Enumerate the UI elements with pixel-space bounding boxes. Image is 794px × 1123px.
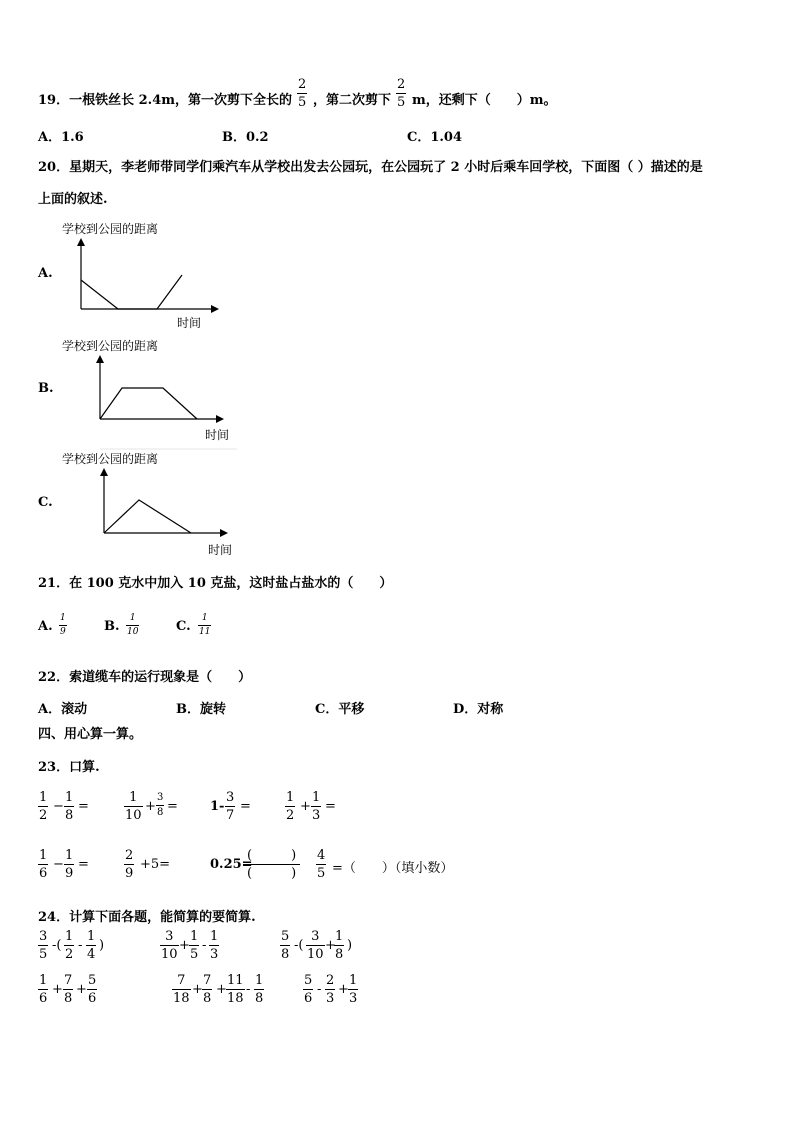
q21-stem: 21．在 100 克水中加入 10 克盐，这时盐占盐水的（ ） <box>38 576 393 591</box>
q23-r1e4-a: $\frac{1}{2}$ <box>286 790 295 823</box>
q23-r2e4-a: $\frac{4}{5}$ <box>317 848 326 881</box>
q21-c-numerator: 1 <box>198 614 211 626</box>
q22-option-c[interactable]: C．平移 <box>315 702 365 717</box>
q23-r2e2-tail: +5= <box>140 857 171 872</box>
q23-r1e3-b: $\frac{3}{7}$ <box>226 790 235 823</box>
q19-option-c[interactable]: C．1.04 <box>407 130 463 145</box>
q19-mid: ，第二次剪下 <box>313 93 392 108</box>
q19-frac2-numerator: 2 <box>397 77 406 92</box>
q23-r1e3-pre: 1- <box>210 799 225 814</box>
q23-r1e1-op: − <box>53 799 64 814</box>
graph-c-xlabel: 时间 <box>208 543 233 557</box>
q23-r2e3-blank-fraction[interactable] <box>243 849 300 880</box>
q23-r1e2-op: + <box>145 799 156 814</box>
q23-r2e1-a: $\frac{1}{6}$ <box>39 848 48 881</box>
graph-a-xlabel: 时间 <box>177 316 202 330</box>
q21-a-numerator: 1 <box>59 614 67 626</box>
q22-stem: 22．索道缆车的运行现象是（ ） <box>38 670 252 685</box>
graph-a-ylabel: 学校到公园的距离 <box>62 222 159 236</box>
graph-b-xlabel: 时间 <box>205 428 230 442</box>
graph-c-y-arrow <box>100 468 108 476</box>
q23-r2e2-a: $\frac{2}{9}$ <box>125 848 134 881</box>
q24-expressions: $\frac{3}{5}$ -( $\frac{1}{2}$ - $\frac{1}{4}$ ) $\frac{3}{10}$ + $\frac{1}{5}$ - $\frac{1}{3}$ $\frac{5}{8}$ -( $\frac{3}{10}$ + $\frac{1}{8}$ ) $\frac{1}{6}$ + $\frac{7}{8}$ + $\frac{5}{6}$ $\frac{7}{18}$ + $\frac{7}{8}$ + $\frac{11}{18}$ - $\frac{1}{8}$ $\frac{5}{6}$ - $\frac{2}{3}$ + $\frac{1}{3}$ <box>39 929 358 1006</box>
q21-c-denominator: 11 <box>199 627 211 637</box>
q21-b-numerator: 1 <box>126 614 139 626</box>
q23-r2e4-tail: =（ ）（填小数） <box>332 861 454 876</box>
q23-r2e3-denominator-blank[interactable]: ( ) <box>247 866 297 881</box>
q21-option-c-label[interactable]: C. <box>176 619 191 634</box>
q24-stem: 24．计算下面各题，能简算的要简算. <box>38 910 256 925</box>
graph-a-label[interactable]: A. <box>38 266 53 281</box>
q19-lead: 19．一根铁丝长 2.4m，第一次剪下全长的 <box>38 93 292 108</box>
q23-r2e3-numerator-blank[interactable]: ( ) <box>243 849 300 865</box>
q20-line1: 20．星期天，李老师带同学们乘汽车从学校出发去公园玩，在公园玩了 2 小时后乘车回学校，下面图（ ）描述的是 <box>38 160 703 175</box>
q19-frac1-numerator: 2 <box>298 77 307 92</box>
q23-r1e2-a: $\frac{1}{10}$ <box>125 790 142 823</box>
q23-r2e3-pre: 0.25= <box>210 857 253 872</box>
q23-r1e1-eq: = <box>78 799 89 814</box>
section-4-heading: 四、用心算一算。 <box>38 727 143 742</box>
graph-c-x-arrow <box>220 529 228 537</box>
q21-option-b-label[interactable]: B. <box>104 619 120 634</box>
q19-frac1-denominator: 5 <box>298 95 307 110</box>
q22-option-a[interactable]: A．滚动 <box>38 702 88 717</box>
q23-stem: 23．口算. <box>38 760 100 775</box>
q23-r1e3-eq: = <box>240 799 251 814</box>
q19-option-b[interactable]: B．0.2 <box>222 130 269 145</box>
q23-r1e1-b: $\frac{1}{8}$ <box>65 790 74 823</box>
graph-c-curve <box>104 500 191 533</box>
q19-option-a[interactable]: A．1.6 <box>38 130 84 145</box>
q23-r2e1-eq: = <box>78 857 89 872</box>
q23-r2e1-b: $\frac{1}{9}$ <box>65 848 74 881</box>
q22-option-d[interactable]: D．对称 <box>453 702 504 717</box>
graph-b-label[interactable]: B. <box>38 381 54 396</box>
q23-r1e2-b: $\frac{3}{8}$ <box>157 792 164 818</box>
q23-r2e1-op: − <box>53 857 64 872</box>
graph-c-ylabel: 学校到公园的距离 <box>62 452 159 466</box>
q21-option-c-fraction[interactable] <box>198 614 211 637</box>
q20-line2: 上面的叙述. <box>38 192 108 207</box>
q21-option-b-fraction[interactable] <box>126 614 139 637</box>
q23-r1e2-eq: = <box>167 799 178 814</box>
q21-option-a-label[interactable]: A. <box>38 619 53 634</box>
q23-r1e4-op: + <box>300 799 311 814</box>
q23-r1e1-a: $\frac{1}{2}$ <box>39 790 48 823</box>
graph-c-label[interactable]: C. <box>38 495 53 510</box>
q23-r1e4-b: $\frac{1}{3}$ <box>312 790 321 823</box>
graph-b-ylabel: 学校到公园的距离 <box>62 339 159 353</box>
q21-a-denominator: 9 <box>60 627 66 637</box>
q21-b-denominator: 10 <box>127 627 139 637</box>
q22-option-b[interactable]: B．旋转 <box>176 702 226 717</box>
q21-option-a-fraction[interactable] <box>59 614 67 637</box>
q23-r1e4-eq: = <box>325 799 336 814</box>
q19-tail: m，还剩下（ ）m。 <box>412 93 557 108</box>
q19-frac2-denominator: 5 <box>397 95 406 110</box>
